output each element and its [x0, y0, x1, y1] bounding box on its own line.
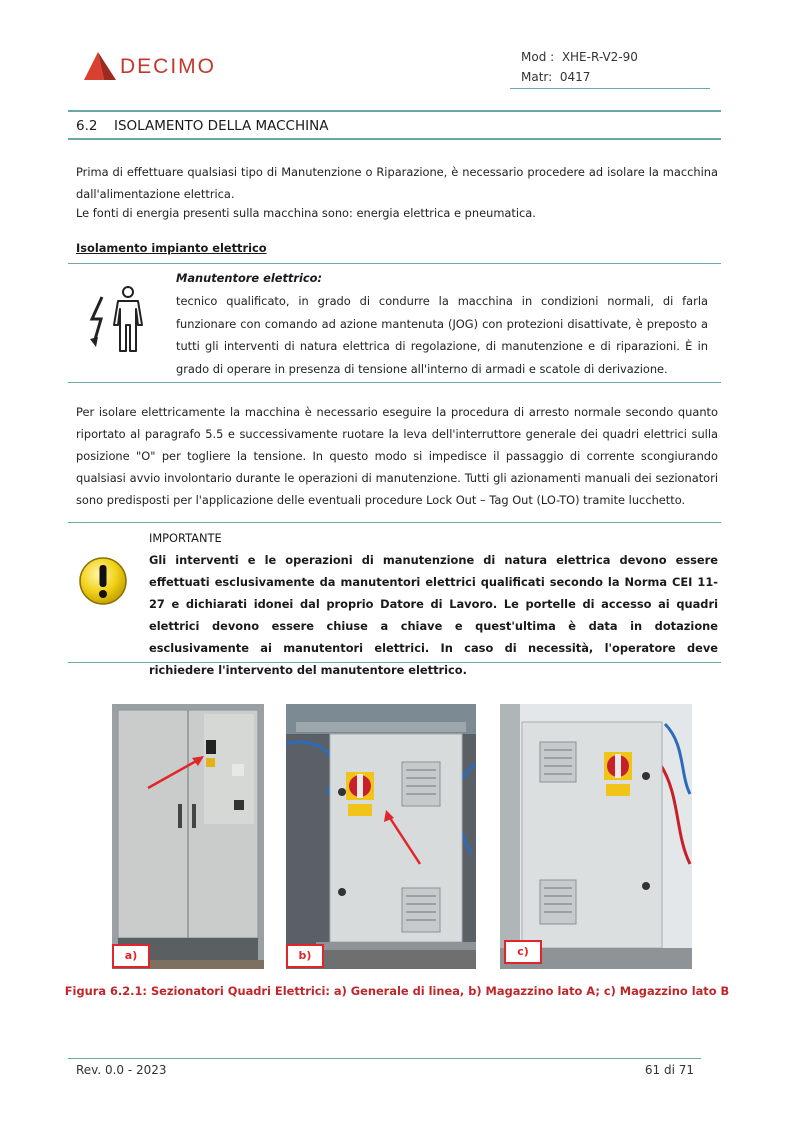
- intro-paragraph-2: Le fonti di energia presenti sulla macchina sono: energia elettrica e pneumatica.: [76, 206, 536, 220]
- section-number: 6.2: [76, 118, 98, 134]
- maintainer-description: tecnico qualificato, in grado di condurre la macchina in condizioni normali, di farla funzionare con comando ad azione mantenuta (JOG) con protezioni disattivate, è preposto a tutti gli interventi di natura elettrica di regolazione, di manutenzione e di riparazioni. È in grado di operare in presenza di tensione all'interno di armadi e scatole di derivazione.: [176, 294, 708, 376]
- photo-label-a: a): [112, 944, 150, 968]
- subheading-electrical-isolation: Isolamento impianto elettrico: [76, 241, 267, 255]
- footer-page-number: 61 di 71: [644, 1063, 694, 1077]
- model-label: Mod :: [521, 50, 555, 64]
- warning-box-rule-top: [68, 522, 721, 523]
- photo-label-c: c): [504, 940, 542, 964]
- model-info: [521, 50, 638, 64]
- maintainer-box-rule-top: [68, 263, 721, 264]
- photo-general-line-disconnector: [112, 704, 264, 969]
- model-value: XHE-R-V2-90: [561, 50, 638, 64]
- intro-paragraph-1: Prima di effettuare qualsiasi tipo di Manutenzione o Riparazione, è necessario procedere ad isolare la macchina dall'alimentazione elettrica.: [76, 165, 718, 201]
- warning-text: Gli interventi e le operazioni di manutenzione di natura elettrica devono essere effettuati esclusivamente da manutentori elettrici qualificati secondo la Norma CEI 11-27 e dichiarati idonei dal proprio Datore di Lavoro. Le portelle di accesso ai quadri elettrici devono essere chiuse a chiave e quest'ultima è data in dotazione esclusivamente ai manutentori elettrici. In caso di necessità, l'operatore deve richiedere l'intervento del manutentore elettrico.: [149, 553, 718, 677]
- section-rule-top: [68, 110, 721, 112]
- header-divider: [510, 88, 710, 89]
- footer-revision: Rev. 0.0 - 2023: [76, 1063, 167, 1077]
- footer-divider: [68, 1058, 701, 1059]
- serial-label: Matr:: [521, 70, 553, 84]
- maintainer-box-rule-bottom: [68, 382, 721, 383]
- section-title: ISOLAMENTO DELLA MACCHINA: [114, 118, 329, 134]
- warning-exclamation-icon: [78, 556, 128, 606]
- photo-warehouse-side-a-disconnector: [286, 704, 476, 969]
- warning-box-rule-bottom: [68, 662, 721, 663]
- photo-warehouse-side-b-disconnector: [500, 704, 692, 969]
- procedure-paragraph: Per isolare elettricamente la macchina è necessario eseguire la procedura di arresto normale secondo quanto riportato al paragrafo 5.5 e successivamente ruotare la leva dell'interruttore generale dei quadri elettrici sulla posizione "O" per togliere la tensione. In questo modo si impedisce il passaggio di corrente scongiurando qualsiasi avvio involontario durante le operazioni di manutenzione. Tutti gli azionamenti manuali dei sezionatori sono predisposti per l'applicazione delle eventuali procedure Lock Out – Tag Out (LO-TO) tramite lucchetto.: [76, 405, 718, 507]
- section-heading: [76, 118, 328, 134]
- logo-text: DECIMO: [120, 55, 216, 78]
- electrician-icon: [88, 285, 150, 353]
- maintainer-title: Manutentore elettrico:: [176, 271, 322, 285]
- serial-info: [521, 70, 590, 84]
- warning-title: IMPORTANTE: [149, 531, 222, 545]
- serial-value: 0417: [559, 70, 591, 84]
- figure-caption: Figura 6.2.1: Sezionatori Quadri Elettrici: a) Generale di linea, b) Magazzino lato A; c) Magazzino lato B: [64, 984, 730, 998]
- section-rule-bottom: [68, 138, 721, 140]
- photo-label-b: b): [286, 944, 324, 968]
